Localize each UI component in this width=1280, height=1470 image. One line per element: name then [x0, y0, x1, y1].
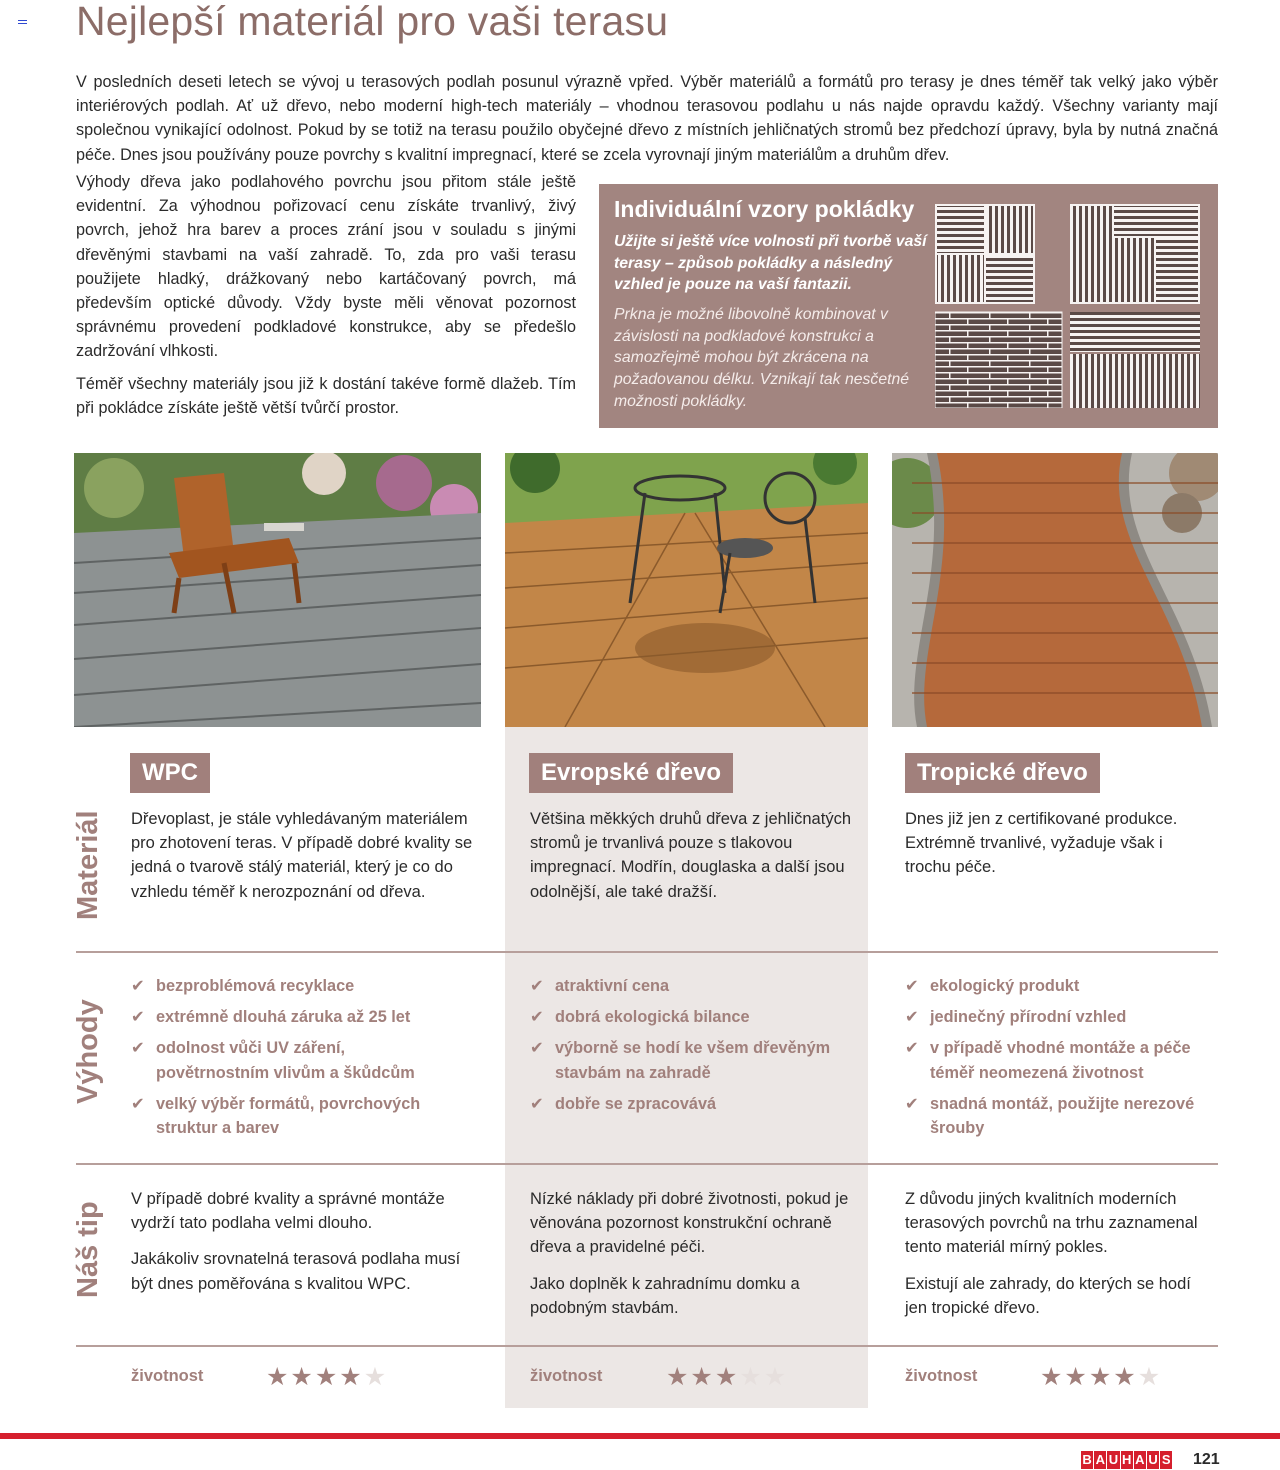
star-filled-icon: ★ — [1040, 1363, 1065, 1391]
rating-european-wood — [666, 1362, 788, 1392]
check-icon: ✔ — [131, 1094, 145, 1113]
star-filled-icon: ★ — [1113, 1363, 1138, 1391]
rating-wpc — [266, 1362, 388, 1392]
intro-paragraph: V posledních deseti letech se vývoj u terasových podlah posunul výrazně vpřed. Výběr materiálů a formátů pro terasy je dnes téměř tak velký jako výběr interiérových podlah. Ať už dřevo, nebo moderní high-tech materiály – vhodnou terasovou podlahu u nás najde opravdu každý. Všechny varianty mají společnou vynikající odolnost. Pokud by se totiž na terasu použilo obyčejné dřevo z místních jehličnatých stromů bez předchozí úpravy, byla by nutná značná péče. Dnes jsou používány pouze povrchy s kvalitní impregnací, které se zcela vyrovnají jiným materiálům a druhům dřev. — [76, 73, 1218, 164]
check-icon: ✔ — [530, 1039, 544, 1058]
check-icon: ✔ — [905, 1094, 919, 1113]
laying-patterns-box — [599, 184, 1218, 428]
check-icon: ✔ — [905, 1039, 919, 1058]
star-filled-icon: ★ — [314, 1363, 340, 1391]
star-filled-icon: ★ — [690, 1363, 715, 1391]
star-filled-icon: ★ — [290, 1363, 315, 1391]
tip-paragraph: V případě dobré kvality a správné montáže vydrží tato podlaha velmi dlouho. — [131, 1190, 445, 1233]
row-divider — [76, 951, 1218, 953]
list-item: ✔ dobrá ekologická bilance — [530, 1005, 850, 1029]
check-icon: ✔ — [905, 1008, 919, 1027]
list-item: ✔ výborně se hodí ke všem dřevěným stavbám na zahradě — [530, 1036, 850, 1084]
star-filled-icon: ★ — [266, 1363, 291, 1391]
tip-paragraph: Jakákoliv srovnatelná terasová podlaha musí být dnes poměřována s kvalitou WPC. — [131, 1250, 461, 1293]
row-label-advantages: Výhody — [72, 999, 104, 1104]
laying-patterns-text: Prkna je možné libovolně kombinovat v závislosti na podkladové konstrukci a samozřejmě mohou být zkrácena na požadovanou délku. Vznikají tak nesčetné možnosti pokládky. — [614, 306, 910, 410]
tip-european-wood — [530, 1187, 855, 1320]
check-icon: ✔ — [131, 1008, 145, 1027]
star-filled-icon: ★ — [1088, 1363, 1114, 1391]
laying-patterns-illustration — [935, 204, 1201, 408]
lifetime-label-wpc: životnost — [131, 1367, 204, 1385]
list-item: ✔ snadná montáž, použijte nerezové šrouby — [905, 1092, 1210, 1140]
tag-european-wood: Evropské dřevo — [529, 753, 733, 793]
material-tropical-wood: Dnes již jen z certifikované produkce. Extrémně trvanlivé, vyžaduje však i trochu péče. — [905, 810, 1178, 877]
tip-paragraph: Jako doplněk k zahradnímu domku a podobným stavbám. — [530, 1274, 800, 1317]
material-wpc: Dřevoplast, je stále vyhledávaným materiálem pro zhotovení teras. V případě dobré kvality se jedná o tvarově stálý materiál, který je co do vzhledu téměř k nerozpoznání od dřeva. — [131, 810, 473, 901]
corner-mark — [18, 20, 27, 26]
star-filled-icon: ★ — [1064, 1363, 1089, 1391]
row-divider — [76, 1345, 1218, 1347]
check-icon: ✔ — [905, 977, 919, 995]
check-icon: ✔ — [530, 977, 544, 995]
row-label-tip: Náš tip — [72, 1201, 104, 1298]
star-empty-icon: ★ — [763, 1363, 789, 1391]
left-text-column — [76, 170, 576, 420]
left-paragraph-2: Téměř všechny materiály jsou již k dostání takéve formě dlažeb. Tím při pokládce získáte ještě větší tvůrčí prostor. — [76, 374, 576, 417]
list-item: ✔ ekologický produkt — [905, 974, 1210, 998]
lifetime-label-tropical-wood: životnost — [905, 1367, 978, 1385]
list-item: ✔ jedinečný přírodní vzhled — [905, 1005, 1210, 1029]
tip-paragraph: Z důvodu jiných kvalitních moderních terasových povrchů na trhu zaznamenal tento materiál mírný pokles. — [905, 1190, 1198, 1257]
photo-european-wood-deck — [505, 453, 868, 727]
tag-tropical-wood: Tropické dřevo — [905, 753, 1100, 793]
check-icon: ✔ — [530, 1008, 544, 1027]
laying-patterns-title: Individuální vzory pokládky — [614, 196, 915, 222]
list-item: ✔ odolnost vůči UV záření, povětrnostním vlivům a škůdcům — [131, 1036, 461, 1084]
rating-tropical-wood — [1040, 1362, 1162, 1392]
list-item: ✔ bezproblémová recyklace — [131, 974, 461, 998]
left-paragraph-1: Výhody dřeva jako podlahového povrchu jsou přitom stále ještě evidentní. Za výhodnou pořizovací cenu získáte trvanlivý, živý povrch, jehož hra barev a proces zrání jsou v souladu s jinými dřevěnými stavbami na vaší zahradě. To, zda pro vaši terasu použijete hladký, drážkovaný nebo kartáčovaný povrch, má především optické důvody. Vždy byste měli věnovat pozornost správnému provedení podkladové konstrukce, aby se předešlo zadržování vlhkosti. — [76, 173, 576, 361]
row-divider — [76, 1163, 1218, 1165]
row-label-material: Materiál — [72, 810, 104, 920]
list-item: ✔ velký výběr formátů, povrchových struktur a barev — [131, 1092, 461, 1140]
star-empty-icon: ★ — [739, 1363, 764, 1391]
list-item: ✔ dobře se zpracovává — [530, 1092, 850, 1116]
advantages-wpc — [131, 974, 461, 1147]
star-filled-icon: ★ — [666, 1363, 691, 1391]
check-icon: ✔ — [131, 977, 145, 995]
tip-tropical-wood — [905, 1187, 1215, 1320]
page-number: 121 — [1193, 1451, 1220, 1468]
advantages-tropical-wood — [905, 974, 1210, 1147]
advantages-european-wood — [530, 974, 850, 1123]
tag-wpc: WPC — [130, 753, 210, 793]
laying-patterns-lead: Užijte si ještě více volnosti při tvorbě vaší terasy – způsob pokládky a následný vzhled je pouze na vaší fantazii. — [614, 233, 927, 294]
star-empty-icon: ★ — [363, 1363, 389, 1391]
list-item: ✔ atraktivní cena — [530, 974, 850, 998]
list-item: ✔ v případě vhodné montáže a péče téměř neomezená životnost — [905, 1036, 1210, 1084]
tip-wpc — [131, 1187, 471, 1296]
material-european-wood: Většina měkkých druhů dřeva z jehličnatých stromů je trvanlivá pouze s tlakovou impregnací. Modřín, douglaska a další jsou odolnější, ale také dražší. — [530, 810, 851, 901]
star-filled-icon: ★ — [714, 1363, 740, 1391]
check-icon: ✔ — [530, 1094, 544, 1113]
page-title: Nejlepší materiál pro vaši terasu — [76, 0, 669, 44]
tip-paragraph: Existují ale zahrady, do kterých se hodí jen tropické dřevo. — [905, 1274, 1191, 1317]
bauhaus-logo: B A U H A U S — [1082, 1452, 1171, 1467]
check-icon: ✔ — [131, 1039, 145, 1058]
lifetime-label-european-wood: životnost — [530, 1367, 603, 1385]
list-item: ✔ extrémně dlouhá záruka až 25 let — [131, 1005, 461, 1029]
star-empty-icon: ★ — [1137, 1363, 1163, 1391]
tip-paragraph: Nízké náklady při dobré životnosti, pokud je věnována pozornost konstrukční ochraně dřeva a pravidelné péči. — [530, 1190, 849, 1257]
footer-bar — [0, 1433, 1280, 1439]
photo-wpc-deck — [74, 453, 481, 727]
star-filled-icon: ★ — [339, 1363, 364, 1391]
photo-tropical-wood-deck — [892, 453, 1218, 727]
